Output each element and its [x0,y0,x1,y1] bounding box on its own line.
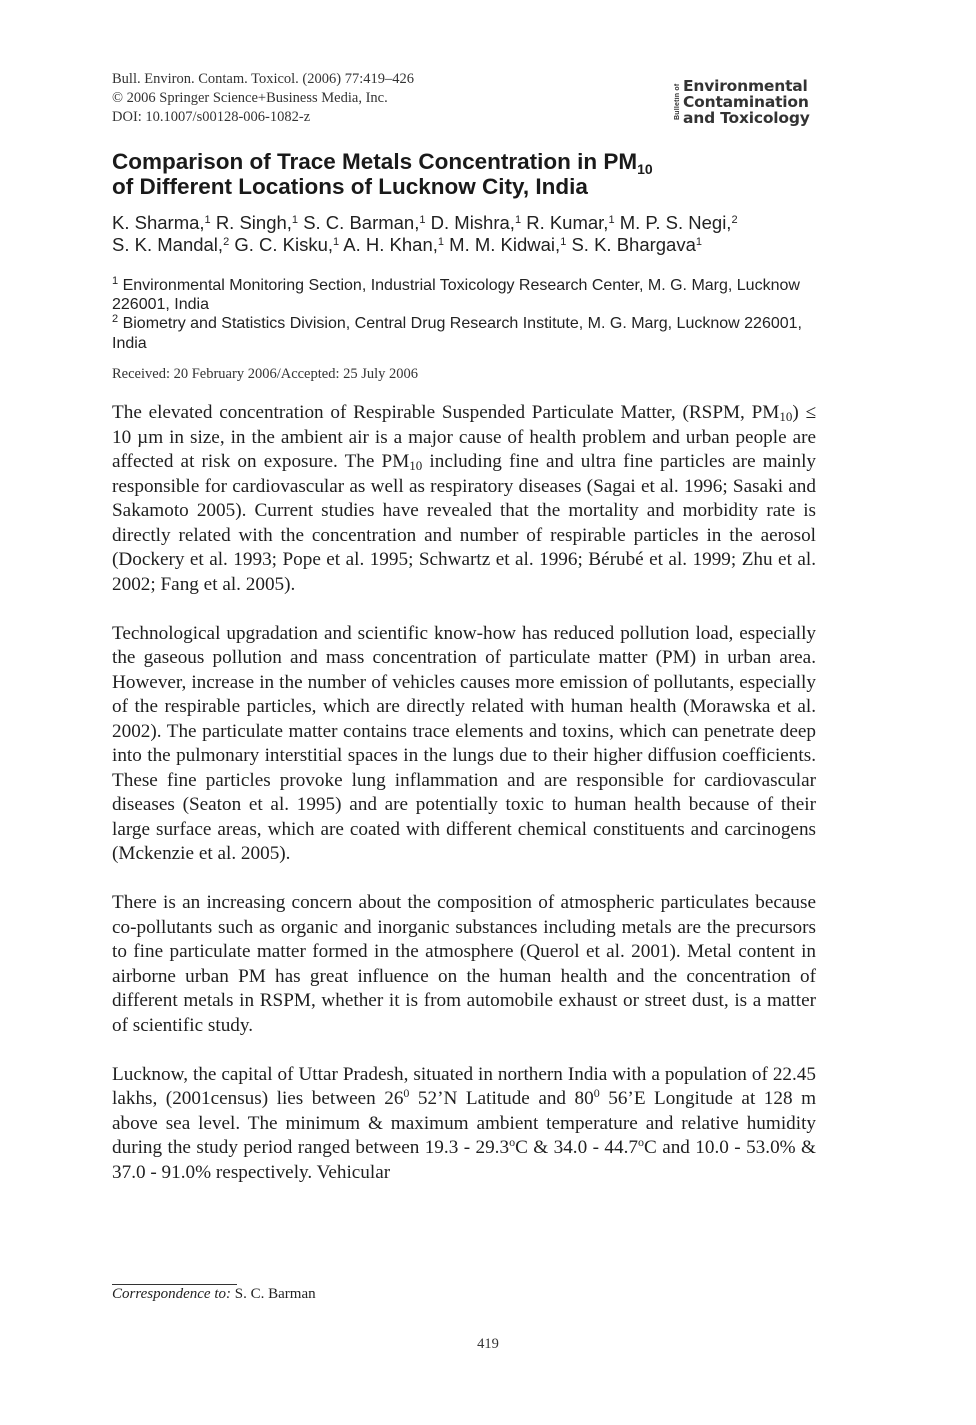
author: S. K. Bhargava$^1$ [571,234,703,255]
doi-line: DOI: 10.1007/s00128-006-1082-z [112,109,311,125]
journal-logo-side-text: Bulletin of [674,83,681,121]
paragraph: Lucknow, the capital of Uttar Pradesh, situated in northern India with a population of 22.45 lakhs, (2001census) lies between $26^0$ 52’N Latitude and $80^0$ 56’E Longitude at 128 m above sea level. The minimum & maximum ambient temperature and relative humidity during the study period ranged between 19.3 - 29.3$^o$C & 34.0 - 44.7$^o$C and 10.0 - 53.0% & 37.0 - 91.0% respectively. Vehicular [112,1063,817,1183]
author: A. H. Khan,$^1$ [343,234,445,255]
author: R. Singh,$^1$ [215,212,299,233]
journal-logo [674,78,810,126]
journal-logo-line: and Toxicology [683,109,810,127]
paragraph: The elevated concentration of Respirable Suspended Particulate Matter, (RSPM, $PM_{10}) \le 10$ µm in size, in the ambient air is a major cause of health problem and urban people are affected at risk on exposure. The $PM_{10}$ including fine and ultra fine particles are mainly responsible for cardiovascular as well as respiratory diseases (Sagai et al. 1996; Sasaki and Sakamoto 2005). Current studies have revealed that the mortality and morbidity rate is directly related with the concentration and number of respirable particles in the aerosol (Dockery et al. 1993; Pope et al. 1995; Schwartz et al. 1996; Bérubé et al. 1999; Zhu et al. 2002; Fang et al. 2005). [112,402,816,595]
author: K. Sharma,$^1$ [112,212,211,233]
citation-line: Bull. Environ. Contam. Toxicol. (2006) 77:419–426 [112,71,414,87]
paper-title [112,149,872,199]
footnote-divider [112,1284,237,1285]
page-number: 419 [477,1336,499,1352]
body-text [112,401,816,1210]
journal-logo-line: Environmental [683,77,808,95]
author: M. M. Kidwai,$^1$ [449,234,567,255]
title-line-1: Comparison of Trace Metals Concentration in PM [112,149,638,174]
correspondence-footnote: Correspondence to: S. C. Barman [112,1286,316,1302]
title-line-2: of Different Locations of Lucknow City, India [112,174,588,199]
author: G. C. Kisku,$^1$ [234,234,340,255]
author: S. C. Barman,$^1$ [303,212,426,233]
affiliation: $^1$ Environmental Monitoring Section, Industrial Toxicology Research Center, M. G. Marg, Lucknow 226001, India [112,275,800,314]
copyright-line: © 2006 Springer Science+Business Media, Inc. [112,90,388,106]
author: M. P. S. Negi,$^2$ [619,212,738,233]
journal-logo-line: Contamination [683,93,809,111]
affiliations [112,276,832,353]
author-list [112,212,852,256]
author: S. K. Mandal,$^2$ [112,234,230,255]
author: R. Kumar,$^1$ [526,212,615,233]
received-date: Received: 20 February 2006/Accepted: 25 July 2006 [112,366,419,382]
paragraph: Technological upgradation and scientific know-how has reduced pollution load, especially the gaseous pollution and mass concentration of particulate matter (PM) in urban area. However, increase in the number of vehicles causes more emission of pollutants, especially of the respirable particles, which are directly related with human health (Morawska et al. 2002). The particulate matter contains trace elements and toxins, which can penetrate deep into the pulmonary interstitial spaces in the lungs due to their higher diffusion coefficients. These fine particles provoke lung inflammation and are responsible for cardiovascular diseases (Seaton et al. 1995) and are potentially toxic to human health because of their large surface areas, which are coated with different chemical constituents and carcinogens (Mckenzie et al. 2005). [112,622,816,864]
author: D. Mishra,$^1$ [430,212,522,233]
citation-header [112,70,414,127]
paragraph: There is an increasing concern about the composition of atmospheric particulates because co-pollutants such as organic and inorganic substances including metals are the precursors to fine particulate matter formed in the atmosphere (Querol et al. 2001). Metal content in airborne urban PM has great influence on the human health and the concentration of different metals in RSPM, whether it is from automobile exhaust or street dust, is a matter of scientific study. [112,892,816,1036]
title-subscript: 10 [637,161,653,177]
affiliation: $^2$ Biometry and Statistics Division, Central Drug Research Institute, M. G. Marg, Lucknow 226001, India [112,313,802,352]
